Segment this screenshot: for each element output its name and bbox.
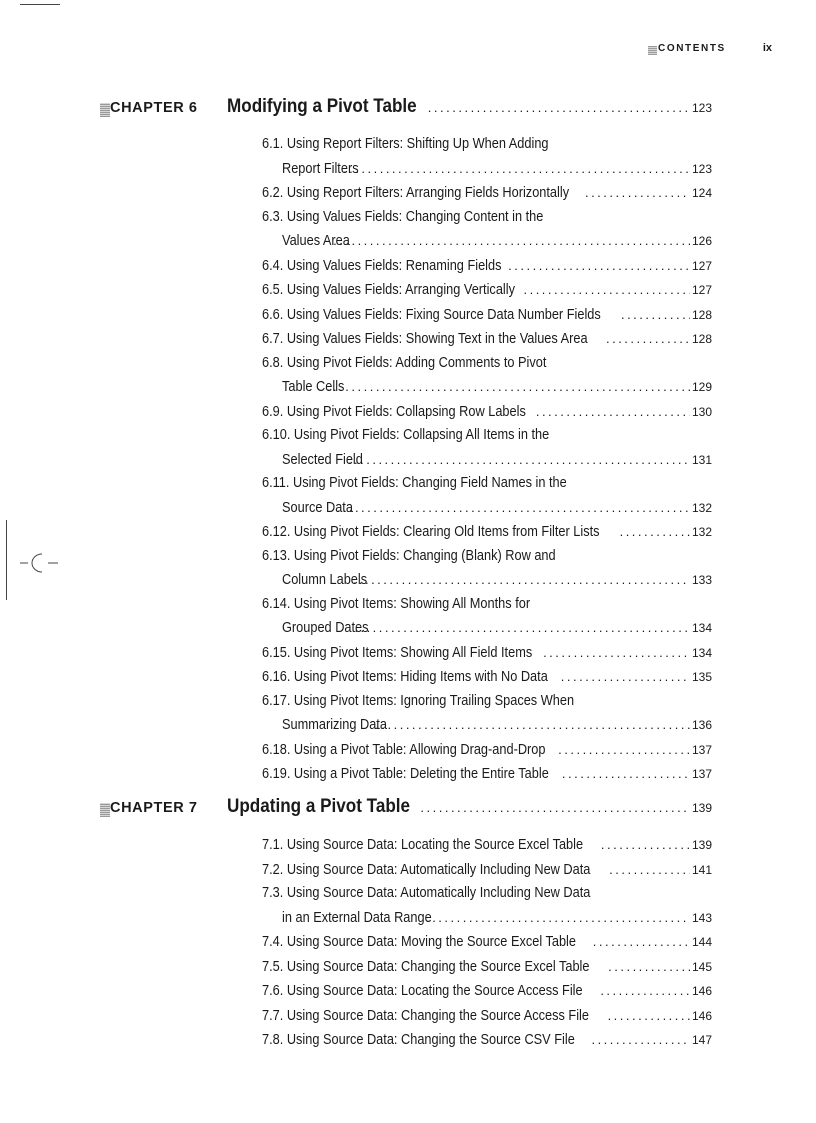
toc-entry-line: [262, 713, 712, 738]
toc-entry-line: [262, 352, 712, 376]
dot-leader: [333, 229, 690, 253]
toc-entry-page: 132: [691, 525, 712, 539]
dot-leader: [543, 641, 690, 665]
toc-entry-line: [262, 157, 712, 182]
toc-entry: [262, 472, 712, 520]
dot-leader: [562, 762, 690, 786]
dot-leader: [353, 568, 690, 592]
toc-entry-page: 124: [691, 186, 712, 200]
toc-entry-line: [262, 278, 712, 303]
toc-entry-line: [262, 448, 712, 473]
toc-entry-title: 7.2. Using Source Data: Automatically Including New Data: [262, 861, 591, 878]
toc-entry: [262, 833, 712, 858]
dot-leader: [609, 858, 690, 882]
toc-entry-title: 6.13. Using Pivot Fields: Changing (Blank) Row and: [262, 547, 556, 564]
running-head-title: CONTENTS: [658, 43, 726, 54]
toc-entry-title: 6.12. Using Pivot Fields: Clearing Old Items from Filter Lists: [262, 524, 600, 540]
toc-entry-line: [262, 641, 712, 666]
chapter-page: 123: [691, 101, 712, 115]
dot-leader: [375, 713, 690, 737]
chapter-label: CHAPTER 7: [110, 800, 198, 816]
toc-entry: [262, 206, 712, 254]
toc-entry-page: 127: [691, 258, 712, 273]
toc-entry-title: 7.7. Using Source Data: Changing the Source Access File: [262, 1007, 589, 1024]
toc-entry: [262, 641, 712, 666]
dot-leader: [591, 1028, 690, 1052]
toc-entry-page: 123: [691, 161, 712, 176]
dot-leader: [536, 400, 690, 424]
toc-entry-line: [262, 375, 712, 400]
toc-entry-page: 141: [691, 862, 712, 877]
toc-entry-page: 137: [691, 767, 712, 781]
toc-entry-page: 133: [691, 573, 712, 587]
dot-leader: [327, 375, 690, 399]
toc-entry-title-continued: Table Cells: [282, 379, 345, 395]
toc-entry-title: 6.4. Using Values Fields: Renaming Fields: [262, 257, 502, 274]
toc-entry: [262, 352, 712, 400]
toc-entry: [262, 738, 712, 763]
toc-entry-line: [262, 568, 712, 593]
toc-entry-line: [262, 327, 712, 352]
toc-entry-line: [262, 496, 712, 521]
toc-entry-title-continued: Summarizing Data: [282, 717, 387, 733]
chapter-heading: [100, 796, 712, 826]
toc-entry: [262, 979, 712, 1004]
toc-entry: [262, 327, 712, 352]
toc-entry-page: 146: [691, 984, 712, 998]
toc-entry-title: 7.8. Using Source Data: Changing the Source CSV File: [262, 1032, 575, 1048]
toc-entry-title: 7.5. Using Source Data: Changing the Source Excel Table: [262, 958, 590, 975]
running-head: [600, 43, 776, 59]
toc-entry-page: 139: [691, 838, 712, 852]
toc-entry: [262, 303, 712, 328]
dot-leader: [354, 616, 690, 640]
dot-leader: [608, 955, 690, 979]
chapter-title: Modifying a Pivot Table: [227, 96, 417, 117]
toc-entry-page: 129: [691, 380, 712, 394]
toc-entry-page: 134: [691, 645, 712, 660]
chapter-marker-icon: [100, 103, 110, 117]
dot-leader: [337, 496, 690, 520]
toc-entry-title: 6.8. Using Pivot Fields: Adding Comments to Pivot: [262, 354, 547, 371]
dot-leader: [606, 327, 690, 351]
toc-entry-page: 135: [691, 670, 712, 684]
dot-leader: [608, 1004, 690, 1028]
dot-leader: [620, 520, 690, 544]
chapter-marker-icon: [100, 803, 110, 817]
dot-leader: [420, 800, 689, 815]
toc-entry: [262, 1004, 712, 1029]
toc-entry-page: 126: [691, 234, 712, 248]
toc-entry-title-continued: Values Area: [282, 233, 350, 249]
toc-entry: [262, 882, 712, 930]
toc-entry-page: 147: [691, 1033, 712, 1047]
toc-entry: [262, 520, 712, 545]
toc-entry-title-continued: in an External Data Range: [282, 909, 432, 926]
toc-entry-line: [262, 254, 712, 279]
toc-entry-title: 6.16. Using Pivot Items: Hiding Items with No Data: [262, 669, 548, 685]
toc-entry-page: 128: [691, 332, 712, 346]
dot-leader: [426, 906, 690, 930]
toc-entry-line: [262, 616, 712, 641]
chapter-entries: [262, 133, 712, 787]
toc-entry: [262, 133, 712, 181]
toc-entry-page: 144: [691, 935, 712, 949]
toc-entry-page: 134: [691, 621, 712, 635]
dot-leader: [561, 665, 690, 689]
toc-entry-title: 6.3. Using Values Fields: Changing Content in the: [262, 208, 544, 225]
toc-entry-page: 136: [691, 718, 712, 732]
toc-entry-line: [262, 400, 712, 425]
toc-entry-title-continued: Grouped Dates: [282, 620, 369, 636]
chapter-entries: [262, 833, 712, 1053]
toc-entry-title-continued: Column Labels: [282, 572, 368, 588]
dot-leader: [600, 979, 690, 1003]
chapter-title: Updating a Pivot Table: [227, 796, 411, 817]
crop-mark-left: [6, 520, 7, 600]
toc-entry-line: [262, 206, 712, 230]
toc-entry-line: [262, 665, 712, 690]
toc-entry-line: [262, 424, 712, 448]
toc-entry: [262, 181, 712, 206]
toc-entry: [262, 400, 712, 425]
dot-leader: [343, 157, 690, 181]
toc-entry-title: 7.3. Using Source Data: Automatically Including New Data: [262, 885, 591, 901]
toc-entry-line: [262, 1028, 712, 1053]
toc-entry-line: [262, 979, 712, 1004]
toc-entry-title: 6.6. Using Values Fields: Fixing Source Data Number Fields: [262, 306, 601, 323]
toc-entry: [262, 955, 712, 980]
toc-entry-line: [262, 833, 712, 858]
toc-entry-line: [262, 738, 712, 763]
toc-entry-title-continued: Report Filters: [282, 160, 359, 177]
section-marker-icon: [648, 46, 657, 55]
toc-entry-page: 131: [691, 452, 712, 467]
toc-entry-line: [262, 906, 712, 931]
toc-entry-page: 127: [691, 283, 712, 297]
toc-entry-title: 6.15. Using Pivot Items: Showing All Field Items: [262, 644, 533, 661]
dot-leader: [593, 930, 690, 954]
toc-entry: [262, 858, 712, 883]
toc-entry-line: [262, 1004, 712, 1029]
toc-entry-page: 146: [691, 1008, 712, 1023]
chapter-label: CHAPTER 6: [110, 100, 198, 116]
toc-entry-title: 6.9. Using Pivot Fields: Collapsing Row Labels: [262, 403, 526, 420]
toc-entry-page: 130: [691, 404, 712, 419]
toc-entry: [262, 593, 712, 641]
toc-entry: [262, 665, 712, 690]
dot-leader: [621, 303, 690, 327]
toc-entry-line: [262, 930, 712, 955]
toc-entry-title: 6.1. Using Report Filters: Shifting Up When Adding: [262, 136, 549, 152]
dot-leader: [348, 448, 690, 472]
toc-entry: [262, 545, 712, 593]
toc-entry-line: [262, 229, 712, 254]
toc-entry-line: [262, 593, 712, 617]
toc-entry-page: 145: [691, 959, 712, 974]
toc-entry-line: [262, 882, 712, 906]
page-number: ix: [762, 42, 772, 54]
toc-entry-page: 128: [691, 307, 712, 322]
toc-entry: [262, 278, 712, 303]
registration-mark-icon: [18, 548, 62, 578]
toc-entry-title-continued: Selected Field: [282, 451, 363, 468]
dot-leader: [601, 833, 690, 857]
dot-leader: [428, 100, 689, 115]
toc-entry: [262, 762, 712, 787]
dot-leader: [558, 738, 690, 762]
toc-entry-line: [262, 858, 712, 883]
crop-mark-top: [20, 4, 60, 5]
toc-entry-line: [262, 472, 712, 496]
toc-entry: [262, 690, 712, 738]
toc-entry-title: 7.4. Using Source Data: Moving the Source Excel Table: [262, 934, 576, 950]
toc-entry-title: 7.1. Using Source Data: Locating the Source Excel Table: [262, 837, 584, 853]
toc-entry-title: 6.17. Using Pivot Items: Ignoring Trailing Spaces When: [262, 692, 575, 709]
chapter-page: 139: [691, 801, 712, 815]
dot-leader: [508, 254, 690, 278]
toc-entry-page: 143: [691, 910, 712, 925]
toc-entry: [262, 254, 712, 279]
toc-entry-line: [262, 545, 712, 569]
toc-entry-line: [262, 303, 712, 328]
toc-entry-title: 6.10. Using Pivot Fields: Collapsing All Items in the: [262, 427, 550, 443]
toc-entry: [262, 1028, 712, 1053]
toc-entry-title: 6.11. Using Pivot Fields: Changing Field Names in the: [262, 475, 567, 491]
toc-entry-title: 6.7. Using Values Fields: Showing Text in the Values Area: [262, 331, 588, 347]
toc-entry-line: [262, 520, 712, 545]
toc-entry-line: [262, 762, 712, 787]
toc-entry-line: [262, 690, 712, 714]
toc-entry: [262, 930, 712, 955]
toc-entry-page: 132: [691, 500, 712, 515]
toc-entry-title: 7.6. Using Source Data: Locating the Source Access File: [262, 983, 583, 999]
toc-entry-line: [262, 955, 712, 980]
toc-entry-page: 137: [691, 742, 712, 757]
toc-entry: [262, 424, 712, 472]
toc-entry-title: 6.2. Using Report Filters: Arranging Fields Horizontally: [262, 185, 570, 201]
toc-entry-title: 6.18. Using a Pivot Table: Allowing Drag-and-Drop: [262, 741, 546, 758]
toc-entry-title: 6.5. Using Values Fields: Arranging Vertically: [262, 282, 515, 298]
dot-leader: [585, 181, 690, 205]
dot-leader: [523, 278, 690, 302]
toc-entry-title: 6.19. Using a Pivot Table: Deleting the Entire Table: [262, 766, 549, 782]
chapter-heading: [100, 96, 712, 126]
toc-entry-line: [262, 181, 712, 206]
toc-entry-line: [262, 133, 712, 157]
toc-entry-title: 6.14. Using Pivot Items: Showing All Months for: [262, 595, 531, 612]
toc-entry-title-continued: Source Data: [282, 499, 353, 516]
